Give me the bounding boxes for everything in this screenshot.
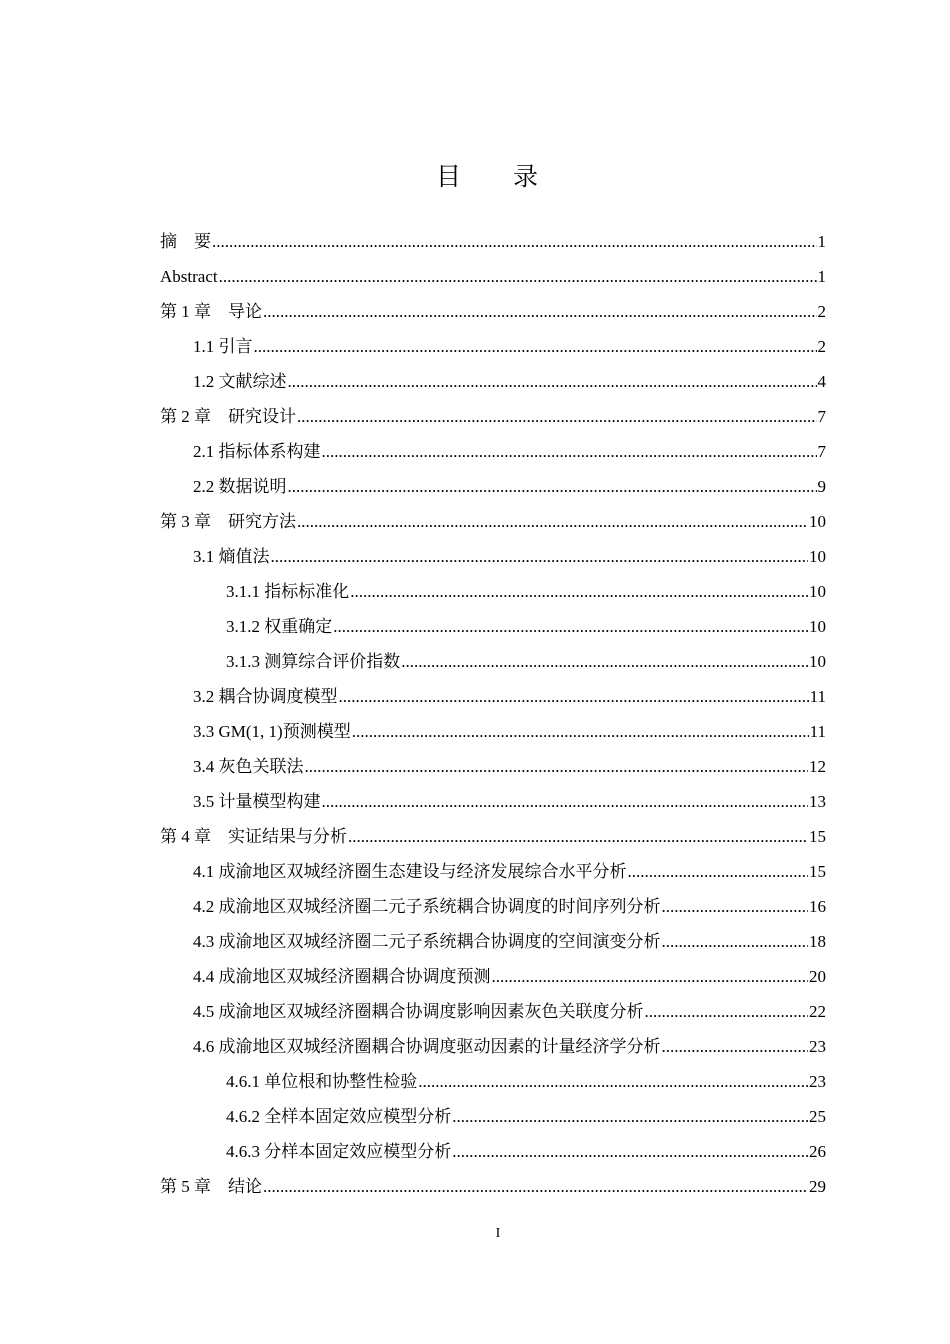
toc-leader-dots	[288, 477, 817, 497]
toc-entry-label: Abstract	[160, 266, 218, 286]
toc-entry[interactable]	[226, 1099, 826, 1134]
toc-leader-dots	[452, 1142, 808, 1162]
toc-entry[interactable]	[193, 469, 826, 504]
toc-leader-dots	[271, 547, 809, 567]
toc-entry-label: 3.1.1 指标标准化	[226, 581, 350, 601]
toc-leader-dots	[348, 827, 808, 847]
toc-entry-label: 4.6.2 全样本固定效应模型分析	[226, 1106, 452, 1126]
toc-entry[interactable]	[160, 504, 826, 539]
toc-entry[interactable]	[193, 959, 826, 994]
toc-entry-label: 4.6 成渝地区双城经济圈耦合协调度驱动因素的计量经济学分析	[193, 1036, 661, 1056]
toc-entry-page: 1	[817, 231, 826, 251]
toc-entry-page: 16	[809, 896, 826, 916]
toc-entry-page: 7	[817, 441, 826, 461]
toc-entry-label: 1.1 引言	[193, 336, 253, 356]
toc-entry-page: 10	[809, 651, 826, 671]
toc-entry-label: 4.3 成渝地区双城经济圈二元子系统耦合协调度的空间演变分析	[193, 931, 661, 951]
toc-leader-dots	[418, 1072, 808, 1092]
toc-entry-label: 3.1.3 测算综合评价指数	[226, 651, 401, 671]
toc-entry-label: 摘 要	[160, 231, 211, 251]
toc-entry-page: 2	[817, 336, 826, 356]
toc-leader-dots	[352, 722, 809, 742]
toc-entry-page: 23	[809, 1036, 826, 1056]
toc-entry-page: 10	[809, 511, 826, 531]
toc-entry-label: 2.2 数据说明	[193, 476, 287, 496]
toc-entry[interactable]	[193, 1029, 826, 1064]
toc-entry-page: 23	[809, 1071, 826, 1091]
toc-entry-label: 第 2 章 研究设计	[160, 406, 296, 426]
toc-entry-label: 2.1 指标体系构建	[193, 441, 321, 461]
toc-entry-label: 3.4 灰色关联法	[193, 756, 304, 776]
toc-leader-dots	[628, 862, 809, 882]
toc-entry[interactable]	[226, 644, 826, 679]
toc-entry-page: 18	[809, 931, 826, 951]
toc-leader-dots	[297, 407, 817, 427]
toc-entry-page: 1	[817, 266, 826, 286]
toc-entry-page: 25	[809, 1106, 826, 1126]
toc-leader-dots	[452, 1107, 808, 1127]
toc-entry[interactable]	[226, 1064, 826, 1099]
toc-leader-dots	[263, 302, 817, 322]
toc-entry-label: 4.6.1 单位根和协整性检验	[226, 1071, 418, 1091]
toc-entry[interactable]	[193, 539, 826, 574]
toc-entry[interactable]	[160, 1169, 826, 1204]
toc-entry[interactable]	[160, 294, 826, 329]
toc-entry[interactable]	[193, 679, 826, 714]
toc-entry[interactable]	[193, 329, 826, 364]
toc-entry-page: 15	[809, 861, 826, 881]
toc-entry[interactable]	[193, 854, 826, 889]
toc-entry[interactable]	[193, 364, 826, 399]
toc-entry-label: 3.5 计量模型构建	[193, 791, 321, 811]
toc-entry[interactable]	[160, 819, 826, 854]
toc-entry-page: 4	[817, 371, 826, 391]
toc-entry[interactable]	[193, 714, 826, 749]
toc-entry[interactable]	[193, 994, 826, 1029]
toc-leader-dots	[322, 442, 817, 462]
toc-leader-dots	[212, 232, 817, 252]
toc-entry-page: 20	[809, 966, 826, 986]
toc-entry-label: 3.1.2 权重确定	[226, 616, 333, 636]
toc-entry-label: 3.3 GM(1, 1)预测模型	[193, 721, 351, 741]
toc-entry[interactable]	[160, 399, 826, 434]
toc-entry[interactable]	[193, 924, 826, 959]
toc-entry-page: 22	[809, 1001, 826, 1021]
toc-leader-dots	[350, 582, 808, 602]
toc-leader-dots	[645, 1002, 809, 1022]
toc-entry-page: 26	[809, 1141, 826, 1161]
page-title: 目 录	[436, 162, 560, 191]
toc-entry-page: 11	[809, 721, 826, 741]
toc-entry-page: 12	[809, 756, 826, 776]
toc-entry-label: 第 4 章 实证结果与分析	[160, 826, 347, 846]
toc-entry[interactable]	[226, 609, 826, 644]
toc-entry-page: 2	[817, 301, 826, 321]
toc-entry[interactable]	[193, 889, 826, 924]
toc-entry[interactable]	[193, 784, 826, 819]
toc-entry-page: 7	[817, 406, 826, 426]
toc-entry-label: 4.6.3 分样本固定效应模型分析	[226, 1141, 452, 1161]
toc-entry-label: 第 3 章 研究方法	[160, 511, 296, 531]
toc-entry-label: 3.2 耦合协调度模型	[193, 686, 338, 706]
toc-entry-label: 第 1 章 导论	[160, 301, 262, 321]
toc-leader-dots	[333, 617, 808, 637]
toc-entry-label: 4.1 成渝地区双城经济圈生态建设与经济发展综合水平分析	[193, 861, 627, 881]
toc-leader-dots	[662, 1037, 809, 1057]
toc-leader-dots	[492, 967, 809, 987]
toc-entry-page: 29	[809, 1176, 826, 1196]
toc-entry-page: 13	[809, 791, 826, 811]
toc-entry-label: 4.5 成渝地区双城经济圈耦合协调度影响因素灰色关联度分析	[193, 1001, 644, 1021]
toc-entry[interactable]	[160, 259, 826, 294]
toc-leader-dots	[219, 267, 817, 287]
toc-leader-dots	[401, 652, 808, 672]
toc-leader-dots	[322, 792, 809, 812]
toc-leader-dots	[662, 932, 809, 952]
toc-entry-page: 10	[809, 616, 826, 636]
toc-leader-dots	[288, 372, 817, 392]
toc-entry-page: 10	[809, 546, 826, 566]
toc-leader-dots	[254, 337, 817, 357]
toc-entry[interactable]	[193, 749, 826, 784]
page-number: I	[495, 1226, 501, 1241]
toc-entry-label: 3.1 熵值法	[193, 546, 270, 566]
toc-entry-label: 4.4 成渝地区双城经济圈耦合协调度预测	[193, 966, 491, 986]
toc-leader-dots	[297, 512, 808, 532]
toc-entry-page: 9	[817, 476, 826, 496]
toc-entry[interactable]	[226, 574, 826, 609]
toc-entry-page: 11	[809, 686, 826, 706]
toc-entry[interactable]	[193, 434, 826, 469]
toc-entry-page: 15	[809, 826, 826, 846]
toc-entry[interactable]	[226, 1134, 826, 1169]
toc-leader-dots	[305, 757, 809, 777]
toc-leader-dots	[339, 687, 809, 707]
toc-entry[interactable]	[160, 224, 826, 259]
toc-entry-label: 4.2 成渝地区双城经济圈二元子系统耦合协调度的时间序列分析	[193, 896, 661, 916]
toc-entry-page: 10	[809, 581, 826, 601]
toc-entry-label: 第 5 章 结论	[160, 1176, 262, 1196]
toc-entry-label: 1.2 文献综述	[193, 371, 287, 391]
toc-leader-dots	[662, 897, 809, 917]
toc-leader-dots	[263, 1177, 808, 1197]
